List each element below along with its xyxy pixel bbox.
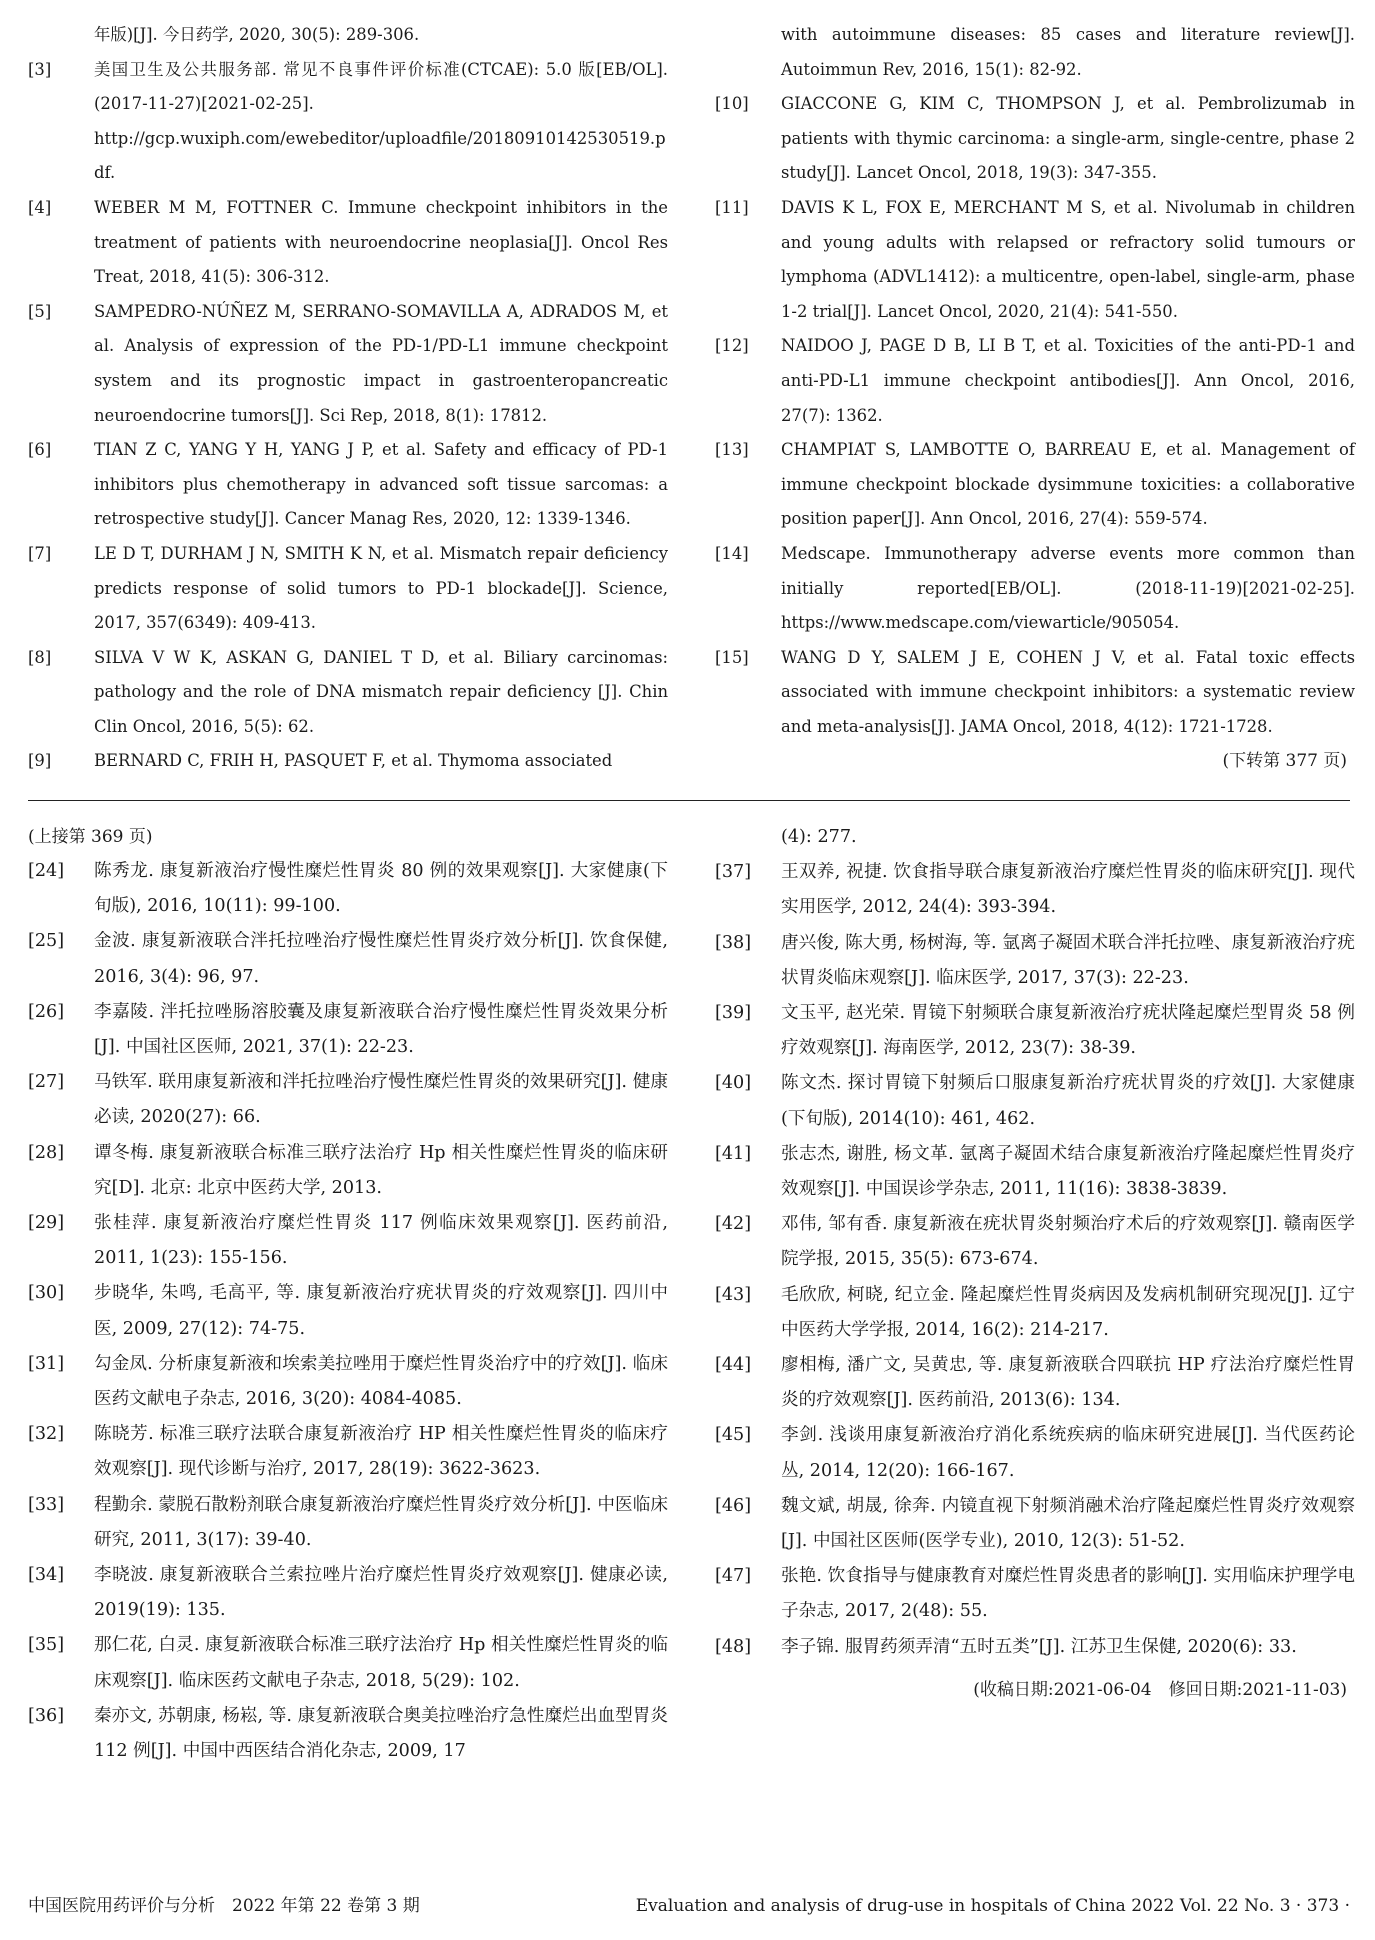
- reference-item: [28, 1347, 668, 1417]
- reference-number: [35]: [28, 1635, 65, 1656]
- reference-item: [28, 295, 668, 433]
- reference-text: BERNARD C, FRIH H, PASQUET F, et al. Thymoma associated: [94, 751, 613, 771]
- reference-item: [28, 191, 668, 295]
- reference-text: 年版)[J]. 今日药学, 2020, 30(5): 289-306.: [94, 25, 420, 44]
- reference-text: 廖相梅, 潘广文, 吴黄忠, 等. 康复新液联合四联抗 HP 疗法治疗糜烂性胃炎的疗效观察[J]. 医药前沿, 2013(6): 134.: [781, 1355, 1355, 1411]
- reference-number: [28]: [28, 1142, 65, 1163]
- reference-number: [31]: [28, 1353, 65, 1374]
- reference-item: [28, 1136, 668, 1206]
- reference-item: [715, 433, 1355, 537]
- reference-number: [48]: [715, 1636, 752, 1657]
- reference-item: [28, 1488, 668, 1558]
- reference-item: [28, 1417, 668, 1487]
- reference-item: [28, 924, 668, 994]
- reference-number: [9]: [28, 751, 52, 771]
- reference-text: 李晓波. 康复新液联合兰索拉唑片治疗糜烂性胃炎疗效观察[J]. 健康必读, 2019(19): 135.: [94, 1565, 668, 1621]
- reference-item: [28, 433, 668, 537]
- reference-text: NAIDOO J, PAGE D B, LI B T, et al. Toxicities of the anti-PD-1 and anti-PD-L1 immune checkpoint antibodies[J]. Ann Oncol, 2016, 27(7): 1362.: [781, 336, 1355, 425]
- reference-text: 那仁花, 白灵. 康复新液联合标准三联疗法治疗 Hp 相关性糜烂性胃炎的临床观察[J]. 临床医药文献电子杂志, 2018, 5(29): 102.: [94, 1635, 668, 1691]
- reference-number: [3]: [28, 59, 52, 79]
- reference-number: [12]: [715, 336, 749, 356]
- reference-number: [7]: [28, 543, 52, 563]
- reference-column-top-right: [715, 18, 1355, 778]
- reference-item: [715, 1630, 1355, 1665]
- reference-text: 李子锦. 服胃药须弄清“五时五类”[J]. 江苏卫生保健, 2020(6): 33.: [781, 1636, 1297, 1657]
- reference-item: [28, 18, 668, 53]
- reference-number: [32]: [28, 1424, 65, 1445]
- reference-text: 步晓华, 朱鸣, 毛高平, 等. 康复新液治疗疣状胃炎的疗效观察[J]. 四川中医, 2009, 27(12): 74-75.: [94, 1283, 668, 1339]
- reference-text: SAMPEDRO-NÚÑEZ M, SERRANO-SOMAVILLA A, ADRADOS M, et al. Analysis of expression of the PD-1/PD-L1 immune checkpoint system and its prognostic impact in gastroenteropancreatic neuroendocrine tumors[J]. Sci Rep, 2018, 8(1): 17812.: [94, 301, 668, 425]
- reference-item: [715, 820, 1355, 855]
- reference-number: [44]: [715, 1355, 752, 1376]
- reference-text: 程勤余. 蒙脱石散粉剂联合康复新液治疗糜烂性胃炎疗效分析[J]. 中医临床研究, 2011, 3(17): 39-40.: [94, 1494, 668, 1550]
- reference-item: [715, 855, 1355, 925]
- reference-number: [33]: [28, 1494, 65, 1515]
- reference-number: [40]: [715, 1073, 752, 1094]
- reference-item: [715, 1418, 1355, 1488]
- reference-number: [24]: [28, 861, 65, 881]
- reference-item: [715, 1489, 1355, 1559]
- reference-number: [34]: [28, 1565, 65, 1586]
- reference-text: 李剑. 浅谈用康复新液治疗消化系统疾病的临床研究进展[J]. 当代医药论丛, 2014, 12(20): 166-167.: [781, 1425, 1355, 1481]
- reference-number: [41]: [715, 1143, 752, 1164]
- reference-text: 秦亦文, 苏朝康, 杨崧, 等. 康复新液联合奥美拉唑治疗急性糜烂出血型胃炎 112 例[J]. 中国中西医结合消化杂志, 2009, 17: [94, 1705, 668, 1762]
- reference-number: [11]: [715, 197, 749, 217]
- reference-text: WEBER M M, FOTTNER C. Immune checkpoint inhibitors in the treatment of patients with neuroendocrine neoplasia[J]. Oncol Res Treat, 2018, 41(5): 306-312.: [94, 197, 668, 287]
- reference-text: (4): 277.: [781, 827, 857, 847]
- reference-text: 陈文杰. 探讨胃镜下射频后口服康复新治疗疣状胃炎的疗效[J]. 大家健康(下旬版), 2014(10): 461, 462.: [781, 1073, 1355, 1129]
- reference-text: 邓伟, 邹有香. 康复新液在疣状胃炎射频治疗术后的疗效观察[J]. 赣南医学院学报, 2015, 35(5): 673-674.: [781, 1214, 1355, 1270]
- reference-item: [715, 87, 1355, 191]
- reference-item: [28, 854, 668, 924]
- reference-text: 魏文斌, 胡晟, 徐奔. 内镜直视下射频消融术治疗隆起糜烂性胃炎疗效观察[J]. 中国社区医师(医学专业), 2010, 12(3): 51-52.: [781, 1495, 1355, 1552]
- reference-text: LE D T, DURHAM J N, SMITH K N, et al. Mismatch repair deficiency predicts response of solid tumors to PD-1 blockade[J]. Science, 2017, 357(6349): 409-413.: [94, 543, 668, 633]
- reference-item: [28, 1065, 668, 1135]
- reference-text: 王双养, 祝捷. 饮食指导联合康复新液治疗糜烂性胃炎的临床研究[J]. 现代实用医学, 2012, 24(4): 393-394.: [781, 862, 1355, 918]
- reference-text: 文玉平, 赵光荣. 胃镜下射频联合康复新液治疗疣状隆起糜烂型胃炎 58 例疗效观察[J]. 海南医学, 2012, 23(7): 38-39.: [781, 1003, 1355, 1059]
- reference-column-bottom-left: [28, 820, 668, 1769]
- reference-number: [26]: [28, 1001, 65, 1022]
- reference-number: [30]: [28, 1283, 65, 1304]
- reference-number: [36]: [28, 1705, 65, 1726]
- reference-number: [13]: [715, 440, 749, 460]
- receipt-dates: (收稿日期:2021-06-04 修回日期:2021-11-03): [973, 1679, 1347, 1700]
- section-divider: [28, 800, 1350, 801]
- reference-text: 勾金凤. 分析康复新液和埃索美拉唑用于糜烂性胃炎治疗中的疗效[J]. 临床医药文献电子杂志, 2016, 3(20): 4084-4085.: [94, 1353, 668, 1410]
- reference-item: [715, 191, 1355, 329]
- reference-number: [14]: [715, 543, 749, 563]
- reference-text: Medscape. Immunotherapy adverse events more common than initially reported[EB/OL]. (2018-11-19)[2021-02-25]. https://www.medscape.com/viewarticle/905054.: [781, 543, 1355, 633]
- reference-text: 陈秀龙. 康复新液治疗慢性糜烂性胃炎 80 例的效果观察[J]. 大家健康(下旬版), 2016, 10(11): 99-100.: [94, 861, 668, 917]
- reference-item: [715, 641, 1355, 745]
- reference-number: [5]: [28, 301, 52, 321]
- reference-number: [46]: [715, 1495, 752, 1516]
- reference-text: 美国卫生及公共服务部. 常见不良事件评价标准(CTCAE): 5.0 版[EB/OL]. (2017-11-27)[2021-02-25]. http://gcp.wuxiph.com/ewebeditor/uploadfile/20180910142530519.pdf.: [94, 59, 668, 183]
- reference-number: [6]: [28, 440, 52, 460]
- reference-item: [28, 641, 668, 745]
- reference-text: 张志杰, 谢胜, 杨文革. 氩离子凝固术结合康复新液治疗隆起糜烂性胃炎疗效观察[J]. 中国误诊学杂志, 2011, 11(16): 3838-3839.: [781, 1143, 1355, 1200]
- reference-number: [38]: [715, 932, 752, 953]
- reference-number: [10]: [715, 94, 749, 114]
- reference-item: [715, 926, 1355, 996]
- reference-item: [715, 1137, 1355, 1207]
- reference-item: [715, 537, 1355, 641]
- reference-item: [715, 18, 1355, 87]
- reference-number: [15]: [715, 647, 749, 667]
- reference-column-top-left: [28, 18, 668, 779]
- reference-text: 唐兴俊, 陈大勇, 杨树海, 等. 氩离子凝固术联合泮托拉唑、康复新液治疗疣状胃炎临床观察[J]. 临床医学, 2017, 37(3): 22-23.: [781, 932, 1355, 988]
- reference-number: [37]: [715, 862, 752, 883]
- reference-text: 马铁军. 联用康复新液和泮托拉唑治疗慢性糜烂性胃炎的效果研究[J]. 健康必读, 2020(27): 66.: [94, 1072, 668, 1128]
- reference-text: GIACCONE G, KIM C, THOMPSON J, et al. Pembrolizumab in patients with thymic carcinoma: a single-arm, single-centre, phase 2 study[J]. Lancet Oncol, 2018, 19(3): 347-355.: [781, 94, 1355, 183]
- reference-number: [25]: [28, 931, 65, 952]
- reference-text: DAVIS K L, FOX E, MERCHANT M S, et al. Nivolumab in children and young adults with relapsed or refractory solid tumours or lymphoma (ADVL1412): a multicentre, open-label, single-arm, phase 1-2 trial[J]. Lancet Oncol, 2020, 21(4): 541-550.: [781, 197, 1355, 321]
- reference-item: [715, 996, 1355, 1066]
- footer-journal-en: Evaluation and analysis of drug-use in hospitals of China 2022 Vol. 22 No. 3 · 373 ·: [635, 1896, 1350, 1916]
- continued-from-note: (上接第 369 页): [28, 827, 153, 847]
- reference-number: [29]: [28, 1213, 65, 1234]
- reference-column-bottom-right: [715, 820, 1355, 1707]
- reference-item: [715, 1559, 1355, 1629]
- reference-item: [28, 53, 668, 191]
- reference-number: [39]: [715, 1003, 752, 1024]
- reference-text: CHAMPIAT S, LAMBOTTE O, BARREAU E, et al. Management of immune checkpoint blockade dysimmune toxicities: a collaborative position paper[J]. Ann Oncol, 2016, 27(4): 559-574.: [781, 440, 1355, 529]
- reference-text: 李嘉陵. 泮托拉唑肠溶胶囊及康复新液联合治疗慢性糜烂性胃炎效果分析[J]. 中国社区医师, 2021, 37(1): 22-23.: [94, 1001, 668, 1058]
- reference-number: [42]: [715, 1214, 752, 1235]
- reference-text: with autoimmune diseases: 85 cases and literature review[J]. Autoimmun Rev, 2016, 15(1): 82-92.: [781, 25, 1355, 79]
- reference-text: 谭冬梅. 康复新液联合标准三联疗法治疗 Hp 相关性糜烂性胃炎的临床研究[D]. 北京: 北京中医药大学, 2013.: [94, 1142, 668, 1198]
- reference-item: [715, 329, 1355, 433]
- reference-item: [715, 1066, 1355, 1136]
- reference-item: [28, 1558, 668, 1628]
- reference-text: WANG D Y, SALEM J E, COHEN J V, et al. Fatal toxic effects associated with immune checkpoint inhibitors: a systematic review and meta-analysis[J]. JAMA Oncol, 2018, 4(12): 1721-1728.: [781, 647, 1355, 736]
- reference-item: [28, 995, 668, 1065]
- reference-item: [28, 537, 668, 641]
- reference-item: [715, 1348, 1355, 1418]
- reference-item: [28, 744, 668, 779]
- footer-journal-cn: 中国医院用药评价与分析 2022 年第 22 卷第 3 期: [28, 1896, 420, 1916]
- reference-number: [45]: [715, 1425, 752, 1446]
- reference-text: 陈晓芳. 标准三联疗法联合康复新液治疗 HP 相关性糜烂性胃炎的临床疗效观察[J]. 现代诊断与治疗, 2017, 28(19): 3622-3623.: [94, 1424, 668, 1480]
- reference-number: [47]: [715, 1566, 752, 1587]
- reference-number: [43]: [715, 1284, 752, 1305]
- reference-item: [28, 1699, 668, 1769]
- reference-text: SILVA V W K, ASKAN G, DANIEL T D, et al. Biliary carcinomas: pathology and the role of DNA mismatch repair deficiency [J]. Chin Clin Oncol, 2016, 5(5): 62.: [94, 647, 668, 736]
- reference-item: [28, 1628, 668, 1698]
- reference-text: 张艳. 饮食指导与健康教育对糜烂性胃炎患者的影响[J]. 实用临床护理学电子杂志, 2017, 2(48): 55.: [781, 1566, 1355, 1622]
- reference-number: [27]: [28, 1072, 65, 1093]
- reference-text: 金波. 康复新液联合泮托拉唑治疗慢性糜烂性胃炎疗效分析[J]. 饮食保健, 2016, 3(4): 96, 97.: [94, 931, 668, 987]
- reference-item: [28, 1276, 668, 1346]
- reference-text: 毛欣欣, 柯晓, 纪立金. 隆起糜烂性胃炎病因及发病机制研究现况[J]. 辽宁中医药大学学报, 2014, 16(2): 214-217.: [781, 1284, 1355, 1340]
- reference-item: [715, 1207, 1355, 1277]
- reference-text: TIAN Z C, YANG Y H, YANG J P, et al. Safety and efficacy of PD-1 inhibitors plus chemotherapy in advanced soft tissue sarcomas: a retrospective study[J]. Cancer Manag Res, 2020, 12: 1339-1346.: [94, 440, 668, 529]
- reference-number: [8]: [28, 647, 52, 667]
- continued-note: (下转第 377 页): [1222, 751, 1347, 772]
- reference-text: 张桂萍. 康复新液治疗糜烂性胃炎 117 例临床效果观察[J]. 医药前沿, 2011, 1(23): 155-156.: [94, 1213, 668, 1269]
- reference-number: [4]: [28, 197, 52, 217]
- reference-item: [28, 1206, 668, 1276]
- reference-item: [715, 1278, 1355, 1348]
